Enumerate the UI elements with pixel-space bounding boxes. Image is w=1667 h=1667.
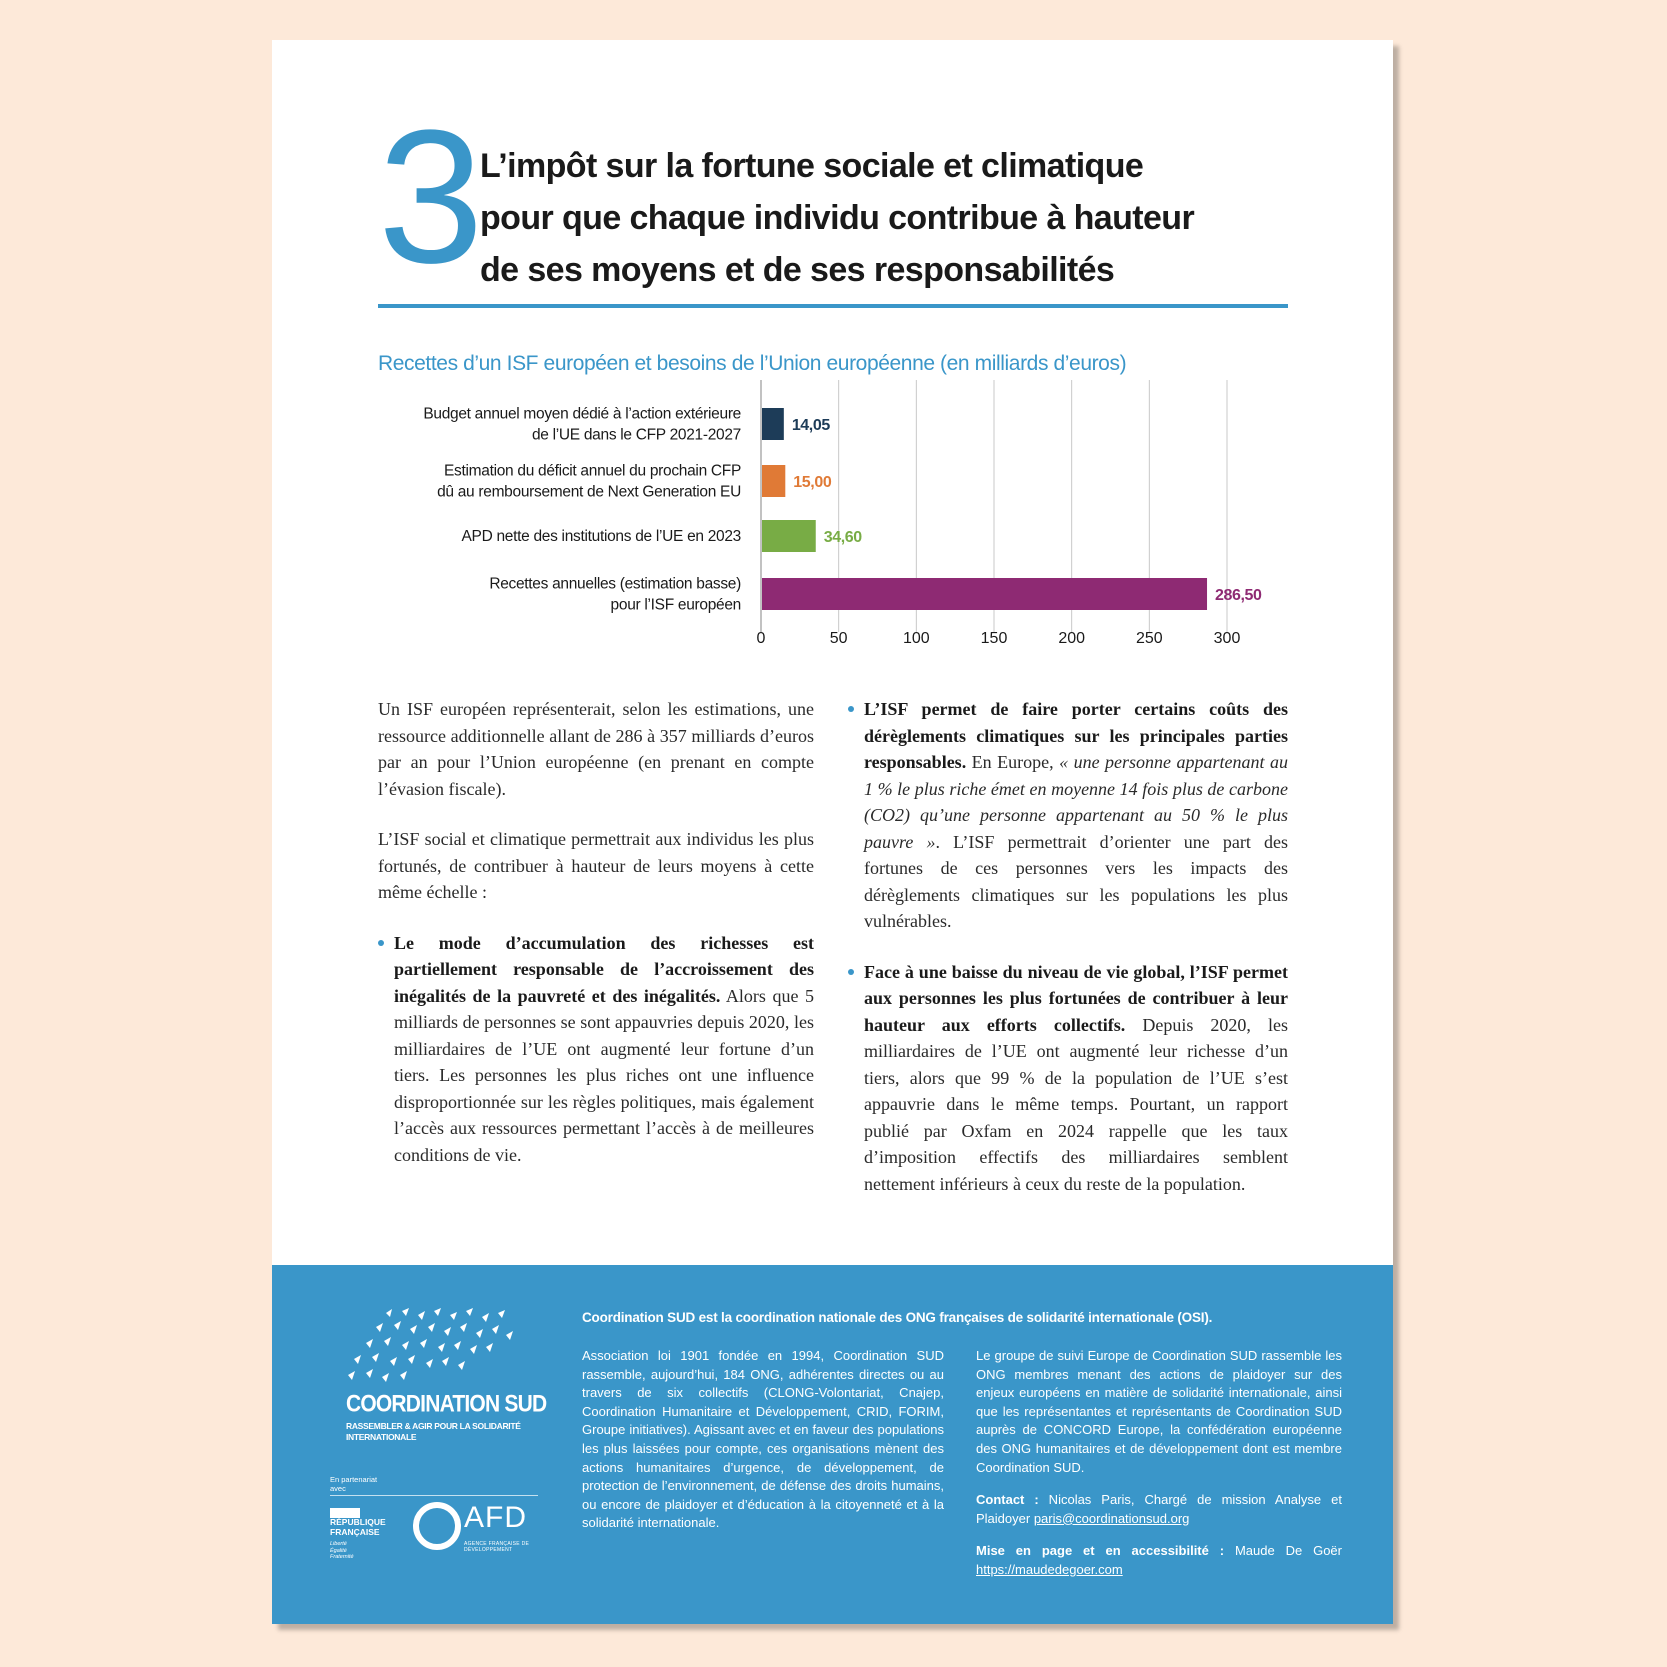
contact-label: Contact : [976,1492,1039,1508]
footer-about: Association loi 1901 fondée en 1994, Coordination SUD rassemble, aujourd’hui, 184 ONG, adhérentes directes ou au travers de six collectifs (CLONG-Volontariat, Cnajep, Coordination Humanitaire et Développement, CRID, FORIM, Groupe initiatives). Agissant avec et en faveur des populations les plus laissées pour compte, ces organisations mènent des actions humanitaires d’urgence, de développement, de protection de l’environnement, de défense des droits humains, ou encore de plaidoyer et d’éducation à la citoyenneté et à la solidarité internationale. [582,1348,944,1531]
document-page [272,40,1393,1624]
footer-contact [976,1491,1342,1528]
category-label: Recettes annuelles (estimation basse) [489,575,741,593]
intro-paragraph: Un ISF européen représenterait, selon les estimations, une ressource additionnelle allant de 286 à 357 milliards d’euros par an pour l’Union européenne (en prenant en compte l’évasion fiscale). [378,699,814,799]
x-tick-label: 250 [1135,630,1163,647]
bullet-dot [848,706,854,712]
title-line: de ses moyens et de ses responsabilités [480,251,1115,289]
title-line: pour que chaque individu contribue à hauteur [480,199,1195,237]
category-label: Estimation du déficit annuel du prochain CFP [444,462,741,480]
rf-motto: Liberté Égalité Fraternité [330,1541,354,1560]
category-label: dû au remboursement de Next Generation EU [437,483,741,501]
bar [762,408,784,440]
bullet-text: Alors que 5 milliards de personnes se sont appauvries depuis 2020, les milliardaires de l’UE ont augmenté leur fortune d’un tiers. Les personnes les plus riches ont une influence disproportionnée sur les règles politiques, mais également l’accès aux ressources permettant l’accès à de meilleures conditions de vie. [394,985,814,1165]
logo-name: COORDINATION SUD [346,1391,547,1418]
afd-name: AFD [464,1501,527,1534]
bullet-quote: « une personne appartenant au 1 % le plus riche émet en moyenne 14 fois plus de carbone (CO2) qu’une personne appartenant au 50 % le plus pauvre » [864,752,1288,852]
bullet-dot [848,969,854,975]
footer [272,1265,1393,1624]
right-text-column [848,696,1288,1221]
layout-text: Maude De Goër [1224,1543,1342,1559]
partner-label: En partenariat avec [330,1475,378,1493]
bullet-bold: Face à une baisse du niveau de vie global, l’ISF permet aux personnes les plus fortunées de contribuer à leur hauteur aux efforts collectifs. [864,961,1288,1035]
contact-email-link[interactable]: paris@coordinationsud.org [1033,1510,1190,1526]
bullet-climate [848,696,1288,935]
bullet-accumulation [378,930,814,1169]
afd-subtitle: AGENCE FRANÇAISE DE DÉVELOPPEMENT [464,1541,530,1553]
bar-chart [272,40,1393,660]
bullet-bold: Le mode d’accumulation des richesses est partiellement responsable de l’accroissement des inégalités de la pauvreté et des inégalités. [394,932,814,1006]
logo-tagline: RASSEMBLER & AGIR POUR LA SOLIDARITÉ INTERNATIONALE [346,1421,521,1442]
afd-circle-icon [412,1497,462,1555]
category-label: Budget annuel moyen dédié à l’action extérieure [423,405,741,423]
republique-francaise-logo [330,1505,386,1560]
footer-column-2 [976,1347,1342,1594]
bar [762,520,816,552]
x-tick-label: 300 [1213,630,1241,647]
footer-heading: Coordination SUD est la coordination nationale des ONG françaises de solidarité internationale (OSI). [582,1310,1213,1325]
title-line: L’impôt sur la fortune sociale et climatique [480,147,1144,185]
bullet-text: En Europe, [966,752,1060,772]
coordination-sud-logo-icon [346,1305,526,1395]
x-tick-label: 50 [829,630,848,647]
x-tick-label: 150 [980,630,1008,647]
layout-url-link[interactable]: https://maudedegoer.com [976,1561,1123,1577]
x-tick-label: 200 [1058,630,1086,647]
footer-column-1 [582,1347,944,1547]
layout-label: Mise en page et en accessibilité : [976,1543,1225,1559]
x-tick-label: 100 [902,630,930,647]
category-label: de l’UE dans le CFP 2021-2027 [531,426,741,444]
bullet-text: . L’ISF permettrait d’orienter une part des fortunes de ces personnes vers les impacts des dérèglements climatiques sur les populations les plus vulnérables. [864,831,1288,931]
bullet-dot [378,940,384,946]
bar-value-label: 14,05 [791,417,830,434]
bar [762,465,785,497]
category-label: pour l’ISF européen [610,596,741,614]
bar [762,578,1207,610]
bullet-living-standard [848,959,1288,1198]
scope-paragraph: L’ISF social et climatique permettrait aux individus les plus fortunés, de contribuer à hauteur de leurs moyens à cette même échelle : [378,829,814,902]
partner-divider [330,1495,538,1496]
section-number: 3 [378,91,484,303]
rf-name: RÉPUBLIQUE FRANÇAISE [330,1517,386,1537]
left-text-column [378,696,814,1192]
bullet-text: Depuis 2020, les milliardaires de l’UE ont augmenté leur richesse d’un tiers, alors que 99 % de la population de l’UE s’est appauvrie dans le même temps. Pourtant, un rapport publié par Oxfam en 2024 rappelle que les taux d’imposition effectifs des milliardaires semblent nettement inférieurs à ceux du reste de la population. [864,1014,1288,1194]
contact-text: Nicolas Paris, Chargé de mission Analyse et Plaidoyer [976,1492,1342,1526]
bullet-bold: L’ISF permet de faire porter certains coûts des dérèglements climatiques sur les principales parties responsables. [864,699,1288,772]
footer-group: Le groupe de suivi Europe de Coordination SUD rassemble les ONG membres menant des actions de plaidoyer sur des enjeux européens en matière de solidarité internationale, ainsi que les représentantes et représentants de Coordination SUD auprès de CONCORD Europe, la confédération européenne des ONG humanitaires et de développement dont est membre Coordination SUD. [976,1348,1342,1475]
chart-title: Recettes d’un ISF européen et besoins de l’Union européenne (en milliards d’euros) [378,352,1127,375]
bar-value-label: 34,60 [823,529,862,546]
footer-credits [976,1542,1342,1579]
afd-logo [412,1497,530,1560]
category-label: APD nette des institutions de l’UE en 2023 [461,528,741,545]
bar-value-label: 15,00 [793,474,832,491]
bar-value-label: 286,50 [1215,587,1262,604]
x-tick-label: 0 [756,630,766,647]
